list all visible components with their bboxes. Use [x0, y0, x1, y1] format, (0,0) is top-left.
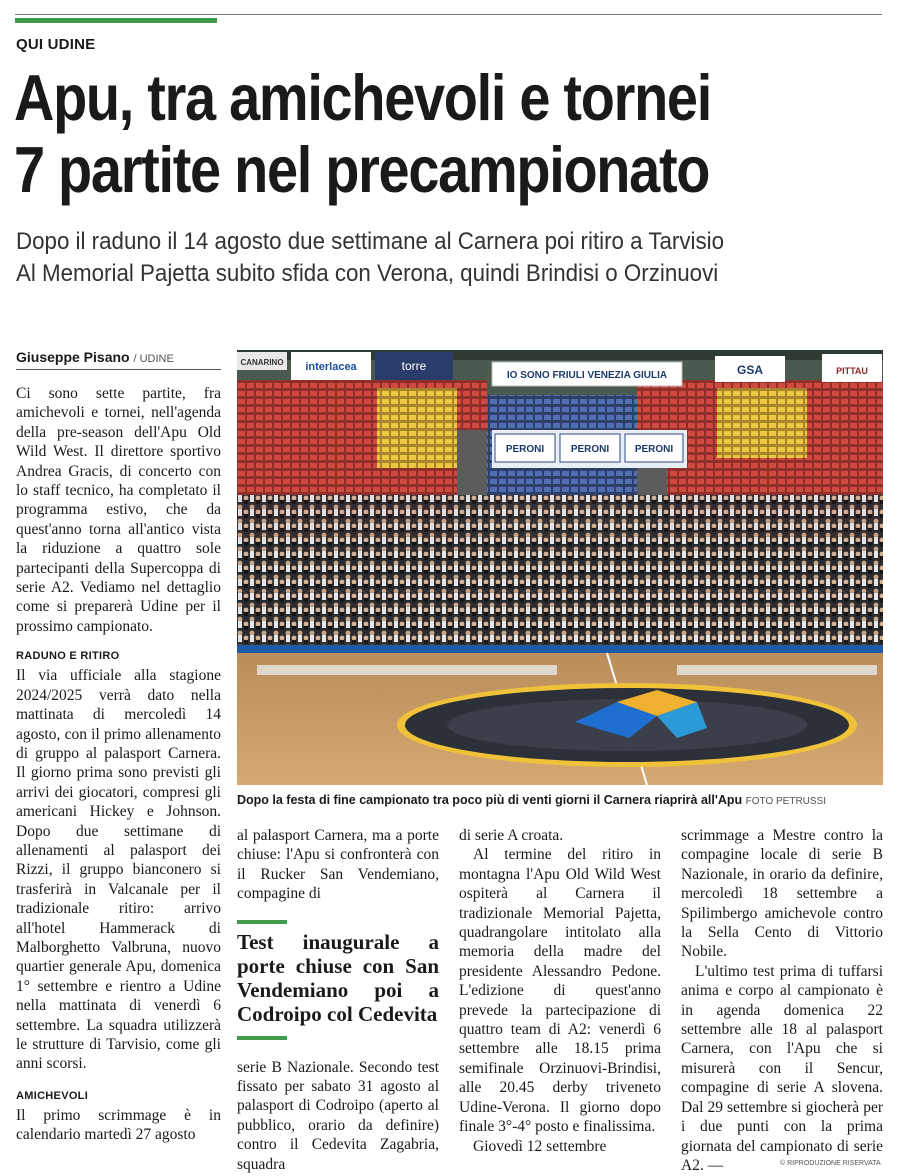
article-paragraph: di serie A croata. [459, 827, 564, 844]
author-name: Giuseppe Pisano [16, 349, 130, 365]
article-intro: Ci sono sette partite, fra amichevoli e tornei, nell'agenda della pre-season dell'Apu Old Wild West. Il direttore sportivo Andrea Gracis, di concerto con lo staff tecnico, ha completato il programma estivo, che da quest'anno torna all'antico vista la riduzione a quattro sole partecipanti della Supercoppa di serie A2. Vediamo nel dettaglio come si preparerà Udine per il prossimo campionato. [16, 385, 221, 635]
article-paragraph: Il via ufficiale alla stagione 2024/2025 verrà dato nella mattinata di mercoledì 14 agosto, con il primo allenamento di gruppo al palasport Carnera. Il giorno prima sono previsti gli arrivi dei giocatori, compresi gli americani Hickey e Johnson. Dopo due settimane di allenamenti al palasport dei Rizzi, il gruppo bianconero si trasferirà in Valcanale per il tradizionale ritiro: arrivo all'hotel Hammerack di Malborghetto Valbruna, nuovo quartier generale Apu, domenica 1° settembre e rientro a Udine nella mattinata di venerdì 6 settembre. La squadra utilizzerà le strutture di Tarvisio, come gli anni scorsi. [16, 667, 221, 1073]
article-column-3 [459, 826, 661, 1156]
article-paragraph: scrimmage a Mestre contro la compagine locale di serie B Nazionale, in orario da definire, mercoledì 18 settembre a Spilimbergo amichevole contro la Sella Cento di Vittorio Nobile. [681, 827, 883, 961]
article-paragraph: Il primo scrimmage è in calendario martedì 27 agosto [16, 1106, 221, 1144]
article-column-2 [237, 826, 439, 1174]
sponsor-peroni-3: PERONI [634, 444, 674, 455]
photo-caption [237, 793, 883, 807]
headline [14, 62, 762, 206]
subheadline [16, 226, 834, 290]
pullquote-top-bar [237, 920, 287, 924]
article-column-1 [16, 384, 221, 1145]
sponsor-canarino: CANARINO [240, 358, 284, 367]
subheadline-line-1: Dopo il raduno il 14 agosto due settimane al Carnera poi ritiro a Tarvisio [16, 228, 725, 255]
article-paragraph: Giovedì 12 settembre [473, 1137, 607, 1155]
sponsor-peroni-1: PERONI [505, 444, 545, 455]
sponsor-pittau: PITTAU [836, 366, 868, 376]
copyright-notice: © RIPRODUZIONE RISERVATA [780, 1160, 881, 1167]
subheadline-line-2: Al Memorial Pajetta subito sfida con Verona, quindi Brindisi o Orzinuovi [16, 260, 719, 287]
arena-photo-graphic [237, 350, 883, 785]
subsection-kicker-amichevoli: AMICHEVOLI [16, 1089, 89, 1102]
caption-text: Dopo la festa di fine campionato tra poco più di venti giorni il Carnera riaprirà all'Apu [237, 793, 743, 807]
pullquote: Test inaugurale a porte chiuse con San Vendemiano poi a Codroipo col Cedevita [237, 929, 439, 1026]
section-label: QUI UDINE [16, 36, 96, 53]
sponsor-peroni-2: PERONI [570, 444, 610, 455]
headline-line-2: 7 partite nel precampionato [14, 133, 710, 206]
headline-line-1: Apu, tra amichevoli e tornei [14, 61, 711, 134]
photo-credit: FOTO PETRUSSI [745, 796, 827, 807]
pullquote-bottom-bar [237, 1036, 287, 1040]
section-accent-bar [15, 18, 217, 23]
article-paragraph: al palasport Carnera, ma a porte chiuse: l'Apu si confronterà con il Rucker San Vendemiano, compagine di [237, 827, 439, 903]
article-paragraph: L'ultimo test prima di tuffarsi anima e corpo al campionato è in agenda domenica 22 settembre alle 18 al palasport Carnera, con l'Apu che si misurerà con il Sencur, compagine di serie A slovena. Dal 29 settembre si giocherà per i due punti con la prima giornata del campionato di serie A2. — [681, 962, 883, 1174]
article-paragraph: Al termine del ritiro in montagna l'Apu Old Wild West ospiterà al Carnera il tradizionale Memorial Pajetta, quadrangolare intitolato alla memoria della madre del presidente Alessandro Pedone. L'edizione di quest'anno prevede la partecipazione di quattro team di A2: venerdì 6 settembre alle 18.15 prima semifinale Orzinuovi-Brindisi, alle 20.45 derby triveneto Udine-Verona. Il giorno dopo finale 3°-4° posto e finalissima. [459, 846, 661, 1136]
sponsor-torre: torre [401, 359, 427, 373]
sponsor-gsa: GSA [736, 363, 764, 377]
sponsor-interlacea: interlacea [305, 361, 357, 373]
byline [16, 349, 221, 370]
top-rule [15, 14, 882, 15]
byline-location: / UDINE [133, 353, 174, 365]
arena-photo [237, 350, 883, 785]
subsection-kicker-raduno: RADUNO E RITIRO [16, 650, 120, 663]
arena-banner: IO SONO FRIULI VENEZIA GIULIA [506, 370, 668, 381]
article-paragraph: serie B Nazionale. Secondo test fissato per sabato 31 agosto al palasport di Codroipo (aperto al pubblico, orario da definire) contro il Cedevita Zagabria, squadra [237, 1058, 439, 1173]
article-column-4 [681, 826, 883, 1175]
